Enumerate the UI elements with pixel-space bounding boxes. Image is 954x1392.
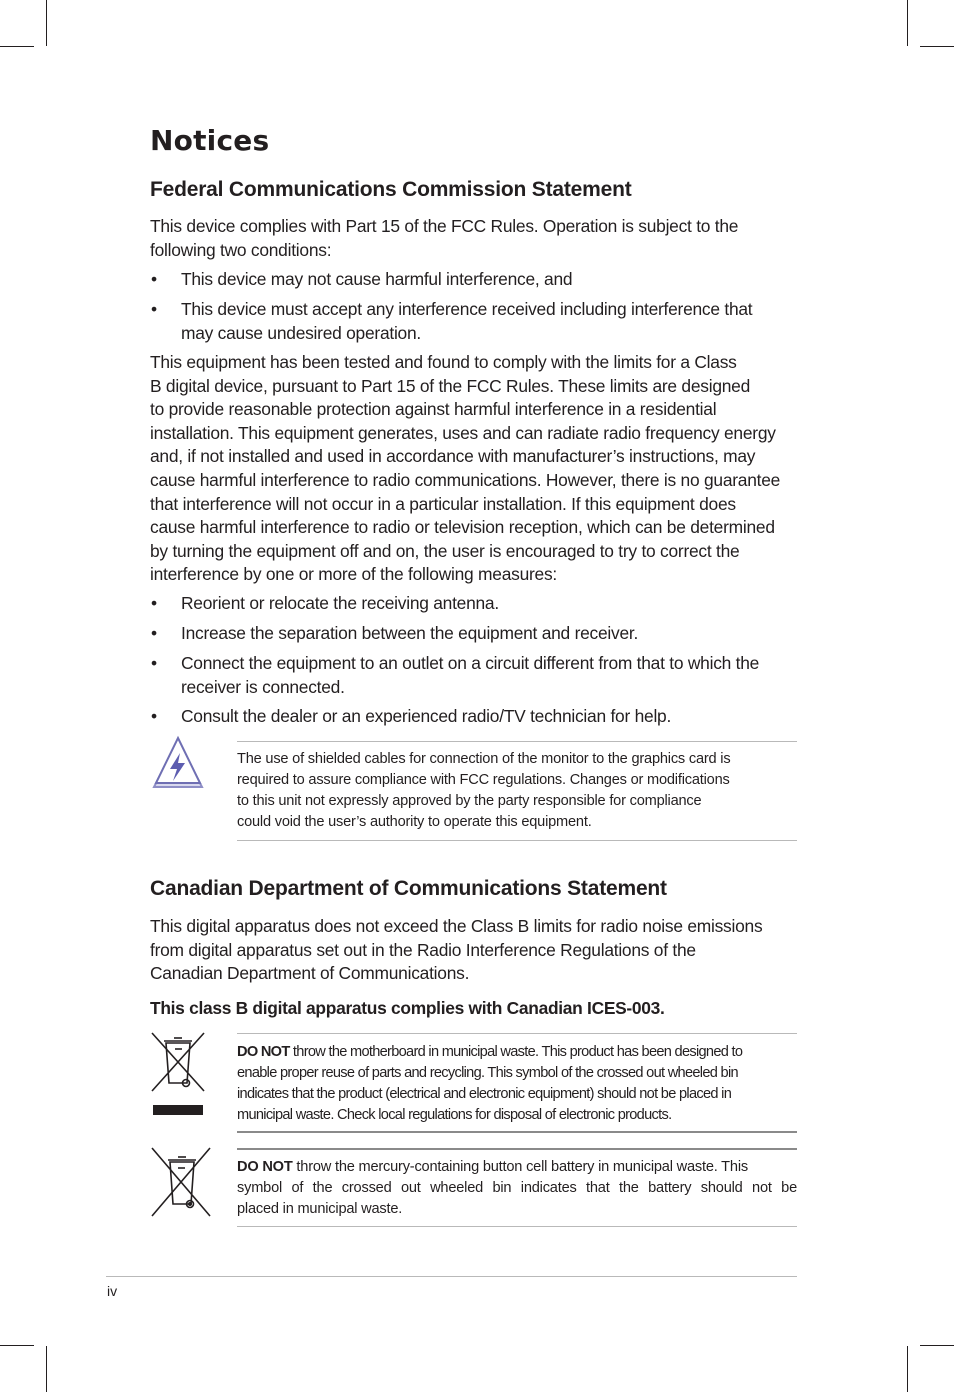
text-line: This device must accept any interference received including interference that — [181, 299, 753, 319]
crossed-wheeled-bin-icon — [150, 1031, 206, 1119]
weee-note — [237, 1042, 797, 1126]
canada-heading: Canadian Department of Communications Statement — [150, 877, 667, 900]
text-line: to provide reasonable protection against harmful interference in a residential — [150, 399, 717, 420]
text-line: indicates that the product (electrical and electronic equipment) should not be placed in — [237, 1086, 732, 1102]
text-line: Consult the dealer or an experienced radio/TV technician for help. — [181, 706, 672, 726]
text-line: and, if not installed and used in accordance with manufacturer’s instructions, may — [150, 446, 756, 467]
bullet-icon: • — [151, 653, 157, 673]
text-line: Increase the separation between the equipment and receiver. — [181, 623, 639, 643]
text-line: enable proper reuse of parts and recycling. This symbol of the crossed out wheeled bin — [237, 1065, 738, 1081]
text-line: by turning the equipment off and on, the user is encouraged to try to correct the — [150, 540, 740, 561]
ices-compliance: This class B digital apparatus complies with Canadian ICES-003. — [150, 998, 665, 1018]
divider — [237, 1226, 797, 1227]
crop-mark — [0, 1345, 34, 1346]
crop-mark — [46, 0, 47, 46]
footer-divider — [106, 1276, 797, 1277]
text-line: symbol of the crossed out wheeled bin indicates that the battery should not be — [237, 1180, 797, 1196]
divider — [237, 1148, 797, 1150]
text-line: cause harmful interference to radio communications. However, there is no guarantee — [150, 469, 781, 490]
bullet-icon: • — [151, 623, 157, 643]
canada-body — [150, 915, 800, 986]
text-span: throw the mercury-containing button cell battery in municipal waste. This — [292, 1159, 748, 1175]
crop-mark — [0, 46, 34, 47]
crop-mark — [920, 46, 954, 47]
battery-note — [237, 1157, 797, 1220]
do-not-label: DO NOT — [237, 1159, 293, 1175]
crossed-wheeled-bin-battery-icon — [150, 1146, 212, 1220]
page-title: Notices — [150, 124, 270, 157]
bullet-icon: • — [151, 593, 157, 613]
text-line: This device may not cause harmful interference, and — [181, 269, 573, 289]
crop-mark — [46, 1346, 47, 1392]
text-line: cause harmful interference to radio or television reception, which can be determined — [150, 517, 775, 538]
divider — [237, 1131, 797, 1133]
text-line: to this unit not expressly approved by the party responsible for compliance — [237, 793, 702, 809]
text-line: placed in municipal waste. — [237, 1201, 403, 1217]
fcc-body — [150, 351, 800, 587]
divider — [237, 1033, 797, 1034]
text-line: Reorient or relocate the receiving antenna. — [181, 593, 499, 613]
bullet-icon: • — [151, 299, 157, 319]
text-line: may cause undesired operation. — [181, 322, 421, 343]
text-line — [237, 1157, 797, 1178]
fcc-warning-note — [237, 749, 797, 833]
text-line: This equipment has been tested and found to comply with the limits for a Class — [150, 352, 737, 372]
crop-mark — [907, 1346, 908, 1392]
text-line: municipal waste. Check local regulations for disposal of electronic products. — [237, 1107, 672, 1123]
page-number: iv — [107, 1283, 118, 1299]
text-line: Connect the equipment to an outlet on a circuit different from that to which the — [181, 653, 760, 673]
text-line: following two conditions: — [150, 239, 332, 260]
text-line: installation. This equipment generates, uses and can radiate radio frequency energy — [150, 422, 776, 443]
bullet-icon: • — [151, 269, 157, 289]
text-line: interference by one or more of the following measures: — [150, 564, 557, 585]
divider — [237, 840, 797, 841]
lightning-warning-icon — [150, 735, 206, 791]
text-line: could void the user’s authority to operate this equipment. — [237, 814, 592, 830]
text-line: Canadian Department of Communications. — [150, 963, 470, 984]
text-line: This device complies with Part 15 of the FCC Rules. Operation is subject to the — [150, 216, 739, 236]
text-line: from digital apparatus set out in the Radio Interference Regulations of the — [150, 939, 696, 960]
do-not-label: DO NOT — [237, 1044, 290, 1060]
text-line: The use of shielded cables for connection of the monitor to the graphics card is — [237, 751, 731, 767]
text-line: required to assure compliance with FCC regulations. Changes or modifications — [237, 772, 730, 788]
text-span: throw the motherboard in municipal waste. This product has been designed to — [289, 1044, 743, 1060]
bullet-icon: • — [151, 706, 157, 726]
fcc-intro — [150, 215, 800, 262]
text-line: B digital device, pursuant to Part 15 of the FCC Rules. These limits are designed — [150, 375, 751, 396]
divider — [237, 741, 797, 742]
crop-mark — [920, 1345, 954, 1346]
text-line: that interference will not occur in a particular installation. If this equipment does — [150, 493, 736, 514]
fcc-heading: Federal Communications Commission Statement — [150, 178, 632, 201]
crop-mark — [907, 0, 908, 46]
text-line: This digital apparatus does not exceed the Class B limits for radio noise emissions — [150, 916, 763, 936]
text-line — [237, 1042, 797, 1063]
text-line: receiver is connected. — [181, 676, 345, 697]
